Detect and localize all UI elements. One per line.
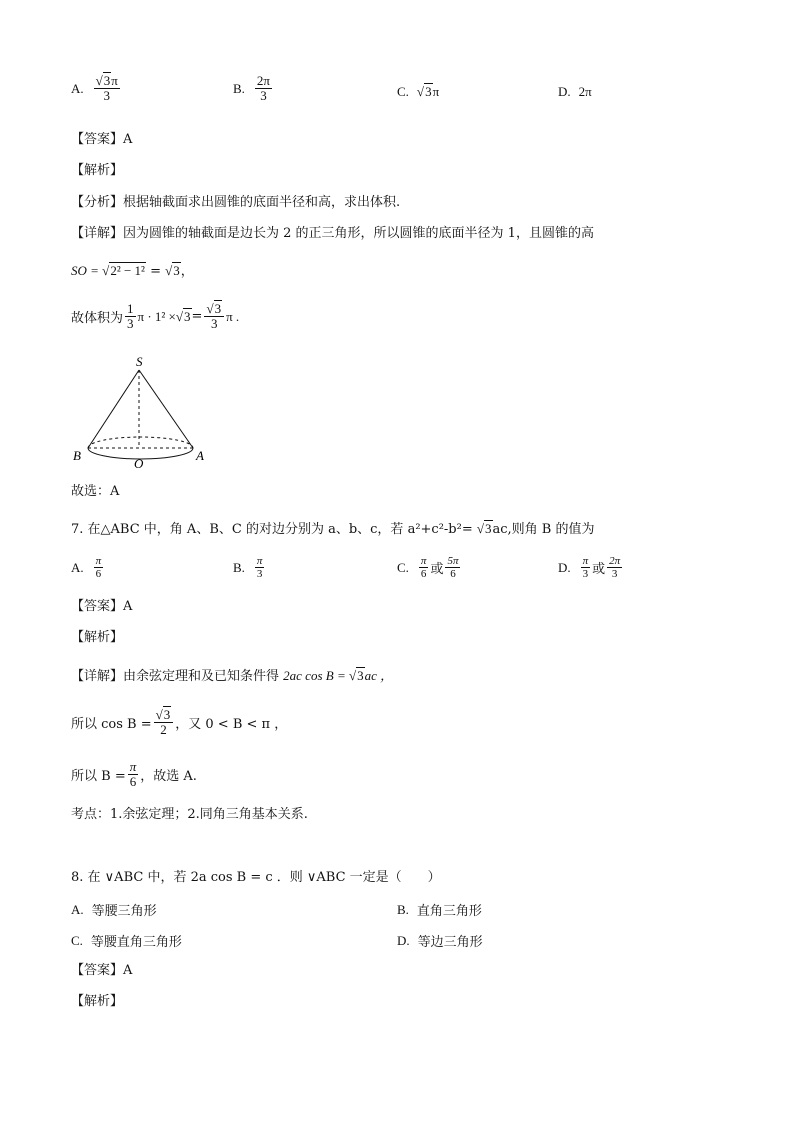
q6-choice: 故选：A (71, 484, 120, 499)
q8-option-a: A. 等腰三角形 (71, 901, 157, 919)
q8-option-c: C. 等腰直角三角形 (71, 932, 182, 950)
cone-base-back (88, 437, 193, 448)
q7-option-a: A. $\frac{\pi}{6}$ (71, 555, 102, 580)
cone-label-o: O (134, 456, 144, 471)
sqrt: √3 (95, 73, 111, 88)
cone-edge-right (139, 370, 193, 448)
fraction: $\frac{√3\pi}{3}$ (95, 73, 118, 103)
q6-detail: 【详解】因为圆锥的轴截面是边长为 2 的正三角形，所以圆锥的底面半径为 1，且圆锥的高 (71, 226, 594, 241)
fraction: $\frac{1}{3}$ (127, 301, 134, 331)
q8-stem: 8. 在 ∨ABC 中，若 2a cos B = c ．则 ∨ABC 一定是（ ） (71, 870, 441, 885)
fraction: $\frac{2\pi}{3}$ (256, 73, 270, 103)
q6-answer: 【答案】A (71, 132, 133, 147)
q7-option-c: C. $\frac{\pi}{6}$ 或 $\frac{5\pi}{6}$ (397, 555, 459, 580)
q6-option-a (71, 74, 122, 103)
q7-kaodian: 考点：1.余弦定理；2.同角三角基本关系. (71, 807, 308, 822)
sqrt: √3π (416, 84, 440, 99)
cone-label-b: B (73, 448, 81, 463)
q8-option-b: B. 直角三角形 (397, 901, 482, 919)
q7-detail: 【详解】由余弦定理和及已知条件得 2ac cos B = √3ac ， (71, 668, 394, 684)
q7-analysis-heading: 【解析】 (71, 630, 124, 645)
q6-volume: 故体积为 $\frac{1}{3}$ π · 1² × √3 = $\frac{√3}{3}$ π . (71, 301, 240, 331)
q8-option-d: D. 等边三角形 (397, 932, 483, 950)
q7-option-b: B. $\frac{\pi}{3}$ (233, 555, 263, 580)
q6-so-formula: SO = √2² − 1² = √3， (71, 263, 194, 279)
q7-answer: 【答案】A (71, 599, 133, 614)
q7-result-line: 所以 B = $\frac{\pi}{6}$ ，故选 A. (71, 759, 197, 789)
q7-stem: 7. 在△ABC 中，角 A、B、C 的对边分别为 a、b、c，若 a²+c²-b²= √3ac,则角 B 的值为 (71, 521, 595, 537)
q6-fenxi: 【分析】根据轴截面求出圆锥的底面半径和高，求出体积. (71, 195, 401, 210)
cone-edge-left (88, 370, 139, 448)
cone-label-s: S (136, 354, 143, 369)
cone-figure (70, 350, 220, 475)
cone-label-a: A (196, 448, 204, 463)
q8-answer: 【答案】A (71, 963, 133, 978)
option-label: D. (558, 84, 571, 99)
fraction: $\frac{√3}{3}$ (204, 302, 224, 331)
q6-option-d: D. 2π (558, 84, 592, 99)
q8-analysis-heading: 【解析】 (71, 994, 124, 1009)
q7-option-d: D. $\frac{\pi}{3}$ 或 $\frac{2\pi}{3}$ (558, 555, 621, 580)
q7-cos-line: 所以 cos B = $\frac{√3}{2}$ ，又 0 < B < π ， (71, 707, 288, 737)
option-label: C. (397, 84, 409, 99)
q6-analysis-heading: 【解析】 (71, 163, 124, 178)
option-label: A. (71, 80, 84, 96)
q6-option-c (397, 84, 439, 100)
option-label: B. (233, 80, 245, 96)
q6-option-b (233, 74, 274, 103)
